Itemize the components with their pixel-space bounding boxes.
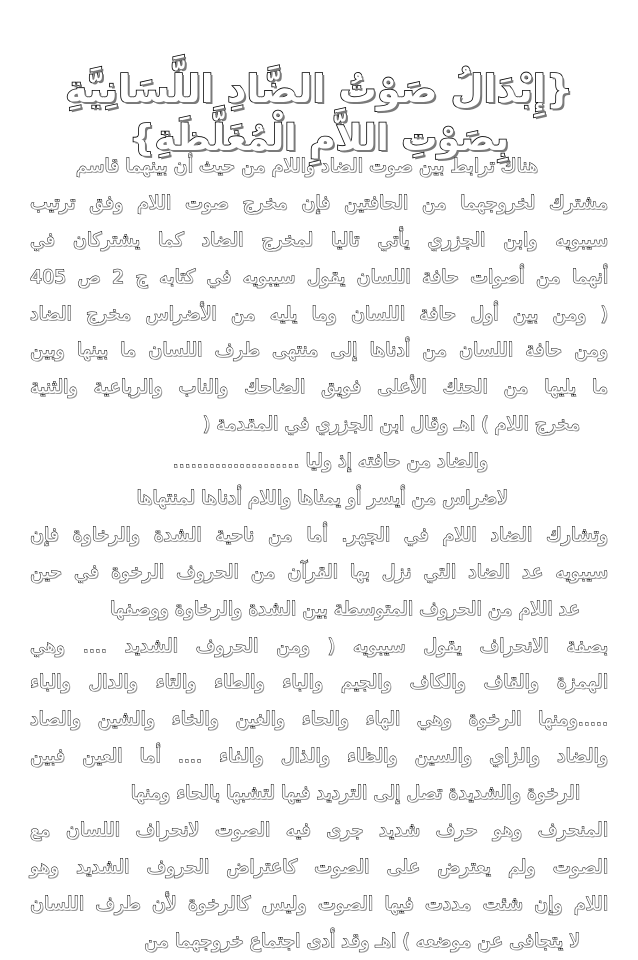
text-line: ما يليها من الحنك الأعلى فويق الضاحك والناب والرباعية والثنية <box>30 376 608 399</box>
text-line: الرخوة والشديدة تصل إلى الترديد فيها لتشبها بالحاء ومنها <box>130 782 580 805</box>
text-line: أنهما من أصوات حافة اللسان يقول سيبويه في كتابه ج 2 ص 405 <box>30 265 608 288</box>
title-line-2: بِصَوْتِ اللاَّمِ الْمُغَلَّظَةِ} <box>129 118 509 159</box>
text-line: سيبويه عد الضاد التي نزل بها القرآن من الحروف الرخوة في حين <box>30 560 608 583</box>
text-line: وتشارك الضاد اللام في الجهر. أما من ناحية الشدة والرخاوة فإن <box>30 523 608 546</box>
text-line: والضاد والزاي والسين والظاء والذال والفاء .... أما العين فبين <box>30 745 608 768</box>
text-line: والضاد من حافته إذ وليا ..................... <box>172 450 488 473</box>
text-line: اللام وإن شئت مددت فيها الصوت وليس كالرخوة لأن طرف اللسان <box>30 892 608 915</box>
text-line: لاضراس من أيسر أو يمناها واللام أدناها لمنتهاها <box>136 487 508 510</box>
text-line: سيبويه وابن الجزري يأتي تاليا لمخرج الضاد كما يشتركان في <box>30 228 608 251</box>
text-line: هناك ترابط بين صوت الضاد واللام من حيث أن بينهما قاسم <box>75 155 538 177</box>
text-line: عد اللام من الحروف المتوسطة بين الشدة والرخاوة ووصفها <box>110 597 580 620</box>
text-line: بصفة الانحراف يقول سيبويه ( ومن الحروف الشديد .... وهي <box>30 634 608 657</box>
text-line: المنحرف وهو حرف شديد جرى فيه الصوت لانحراف اللسان مع <box>30 819 608 842</box>
body-paragraph <box>30 148 608 960</box>
title-line-1: {إِبْدَالُ صَوْتُ الضَّادِ اللَّسَانِيَّةِ <box>65 67 573 111</box>
text-line: مخرج اللام ) اهـ وقال ابن الجزري في المقدمة ( <box>202 413 580 436</box>
text-line: مشترك لخروجهما من الحافتين فإن مخرج صوت اللام وفق ترتيب <box>30 191 608 214</box>
text-line: ومن حافة اللسان من أدناها إلى منتهى طرف اللسان ما بينها وبين <box>30 339 608 362</box>
text-line: ( ومن بين أول حافة اللسان وما يليه من الأضراس مخرج الضاد <box>30 302 608 325</box>
text-line: الهمزة والقاف والكاف والجيم والباء والطاء والتاء والدال والباء <box>30 671 608 694</box>
text-line: الصوت ولم يعترض على الصوت كاعتراض الحروف الشديد وهو <box>30 855 608 878</box>
text-line: .....ومنها الرخوة وهي الهاء والحاء والغين والخاء والشين والصاد <box>30 708 608 731</box>
text-line: لا يتجافى عن موضعه ) اهـ وقد أدى اجتماع خروجهما من <box>144 929 580 952</box>
